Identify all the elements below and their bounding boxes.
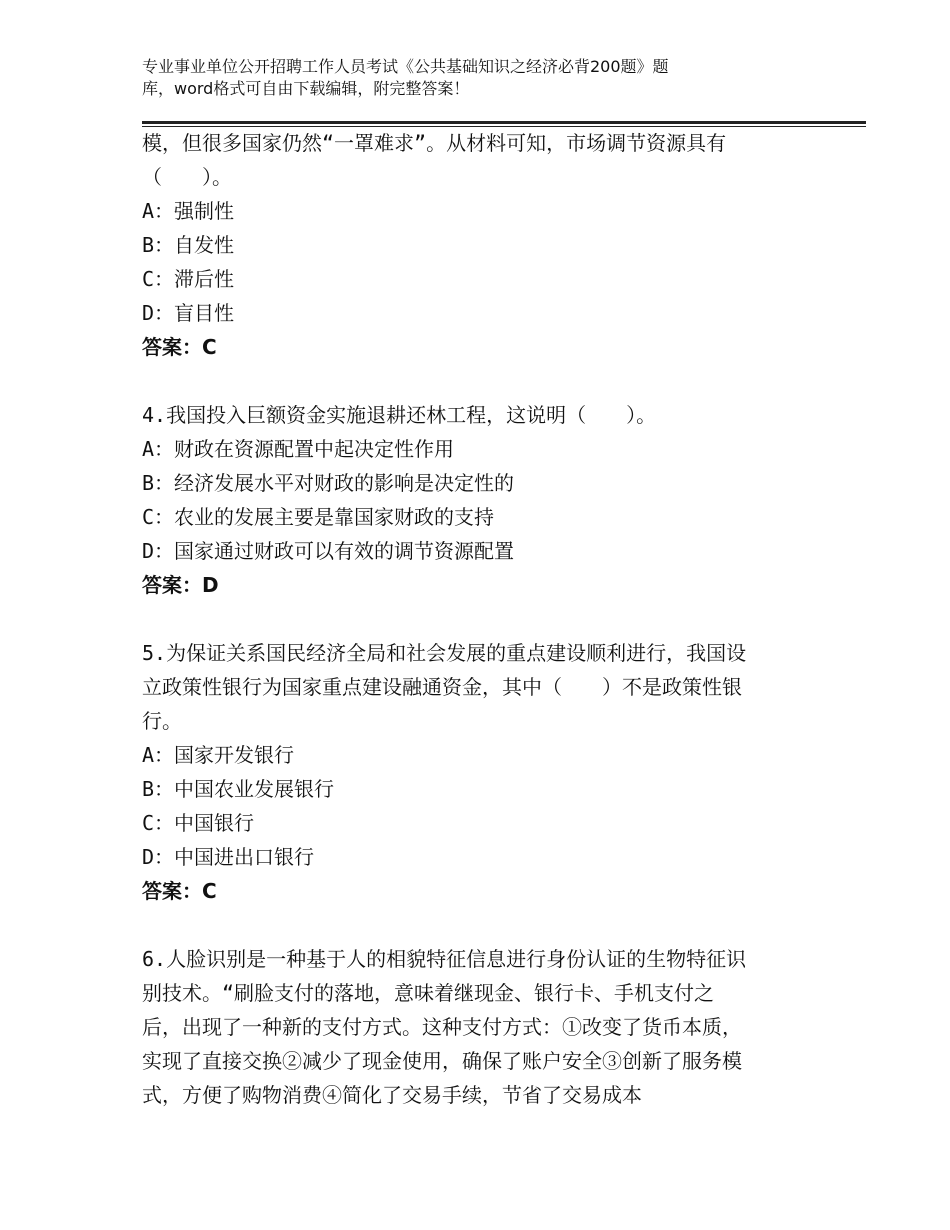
option-d: D：盲目性 xyxy=(142,301,235,325)
answer-line: 答案：C xyxy=(142,335,217,359)
spacer xyxy=(142,364,802,398)
spacer xyxy=(142,602,802,636)
option-c: C：农业的发展主要是靠国家财政的支持 xyxy=(142,505,495,529)
question-5 xyxy=(142,636,802,908)
answer-line: 答案：D xyxy=(142,573,219,597)
question-stem-line: （ ）。 xyxy=(142,165,232,189)
question-stem-line: 4.我国投入巨额资金实施退耕还林工程，这说明（ ）。 xyxy=(142,403,657,427)
question-6 xyxy=(142,942,802,1112)
question-stem-line: 行。 xyxy=(142,709,182,733)
option-a: A：强制性 xyxy=(142,199,235,223)
header-rule-thick xyxy=(142,121,866,124)
option-c: C：中国银行 xyxy=(142,811,255,835)
question-stem-line: 立政策性银行为国家重点建设融通资金，其中（ ）不是政策性银 xyxy=(142,675,742,699)
option-c: C：滞后性 xyxy=(142,267,235,291)
option-a: A：国家开发银行 xyxy=(142,743,295,767)
document-content xyxy=(142,126,802,1112)
question-3 xyxy=(142,126,802,364)
question-stem-line: 别技术。“刷脸支付的落地，意味着继现金、银行卡、手机支付之 xyxy=(142,981,715,1005)
header-title-line-1: 专业事业单位公开招聘工作人员考试《公共基础知识之经济必背200题》题 xyxy=(142,57,669,76)
option-b: B：自发性 xyxy=(142,233,235,257)
question-stem-line: 5.为保证关系国民经济全局和社会发展的重点建设顺利进行，我国设 xyxy=(142,641,747,665)
option-d: D：中国进出口银行 xyxy=(142,845,315,869)
question-stem-line: 式，方便了购物消费④简化了交易手续，节省了交易成本 xyxy=(142,1083,642,1107)
spacer xyxy=(142,908,802,942)
page-header xyxy=(142,56,822,100)
question-stem-line: 模，但很多国家仍然“一罩难求”。从材料可知，市场调节资源具有 xyxy=(142,131,727,155)
answer-line: 答案：C xyxy=(142,879,217,903)
question-stem-line: 后，出现了一种新的支付方式。这种支付方式：①改变了货币本质， xyxy=(142,1015,742,1039)
header-title-line-2: 库，word格式可自由下载编辑，附完整答案！ xyxy=(142,79,470,98)
question-4 xyxy=(142,398,802,602)
option-b: B：中国农业发展银行 xyxy=(142,777,335,801)
question-stem-line: 实现了直接交换②减少了现金使用，确保了账户安全③创新了服务模 xyxy=(142,1049,742,1073)
option-d: D：国家通过财政可以有效的调节资源配置 xyxy=(142,539,515,563)
option-a: A：财政在资源配置中起决定性作用 xyxy=(142,437,455,461)
option-b: B：经济发展水平对财政的影响是决定性的 xyxy=(142,471,515,495)
question-stem-line: 6.人脸识别是一种基于人的相貌特征信息进行身份认证的生物特征识 xyxy=(142,947,747,971)
